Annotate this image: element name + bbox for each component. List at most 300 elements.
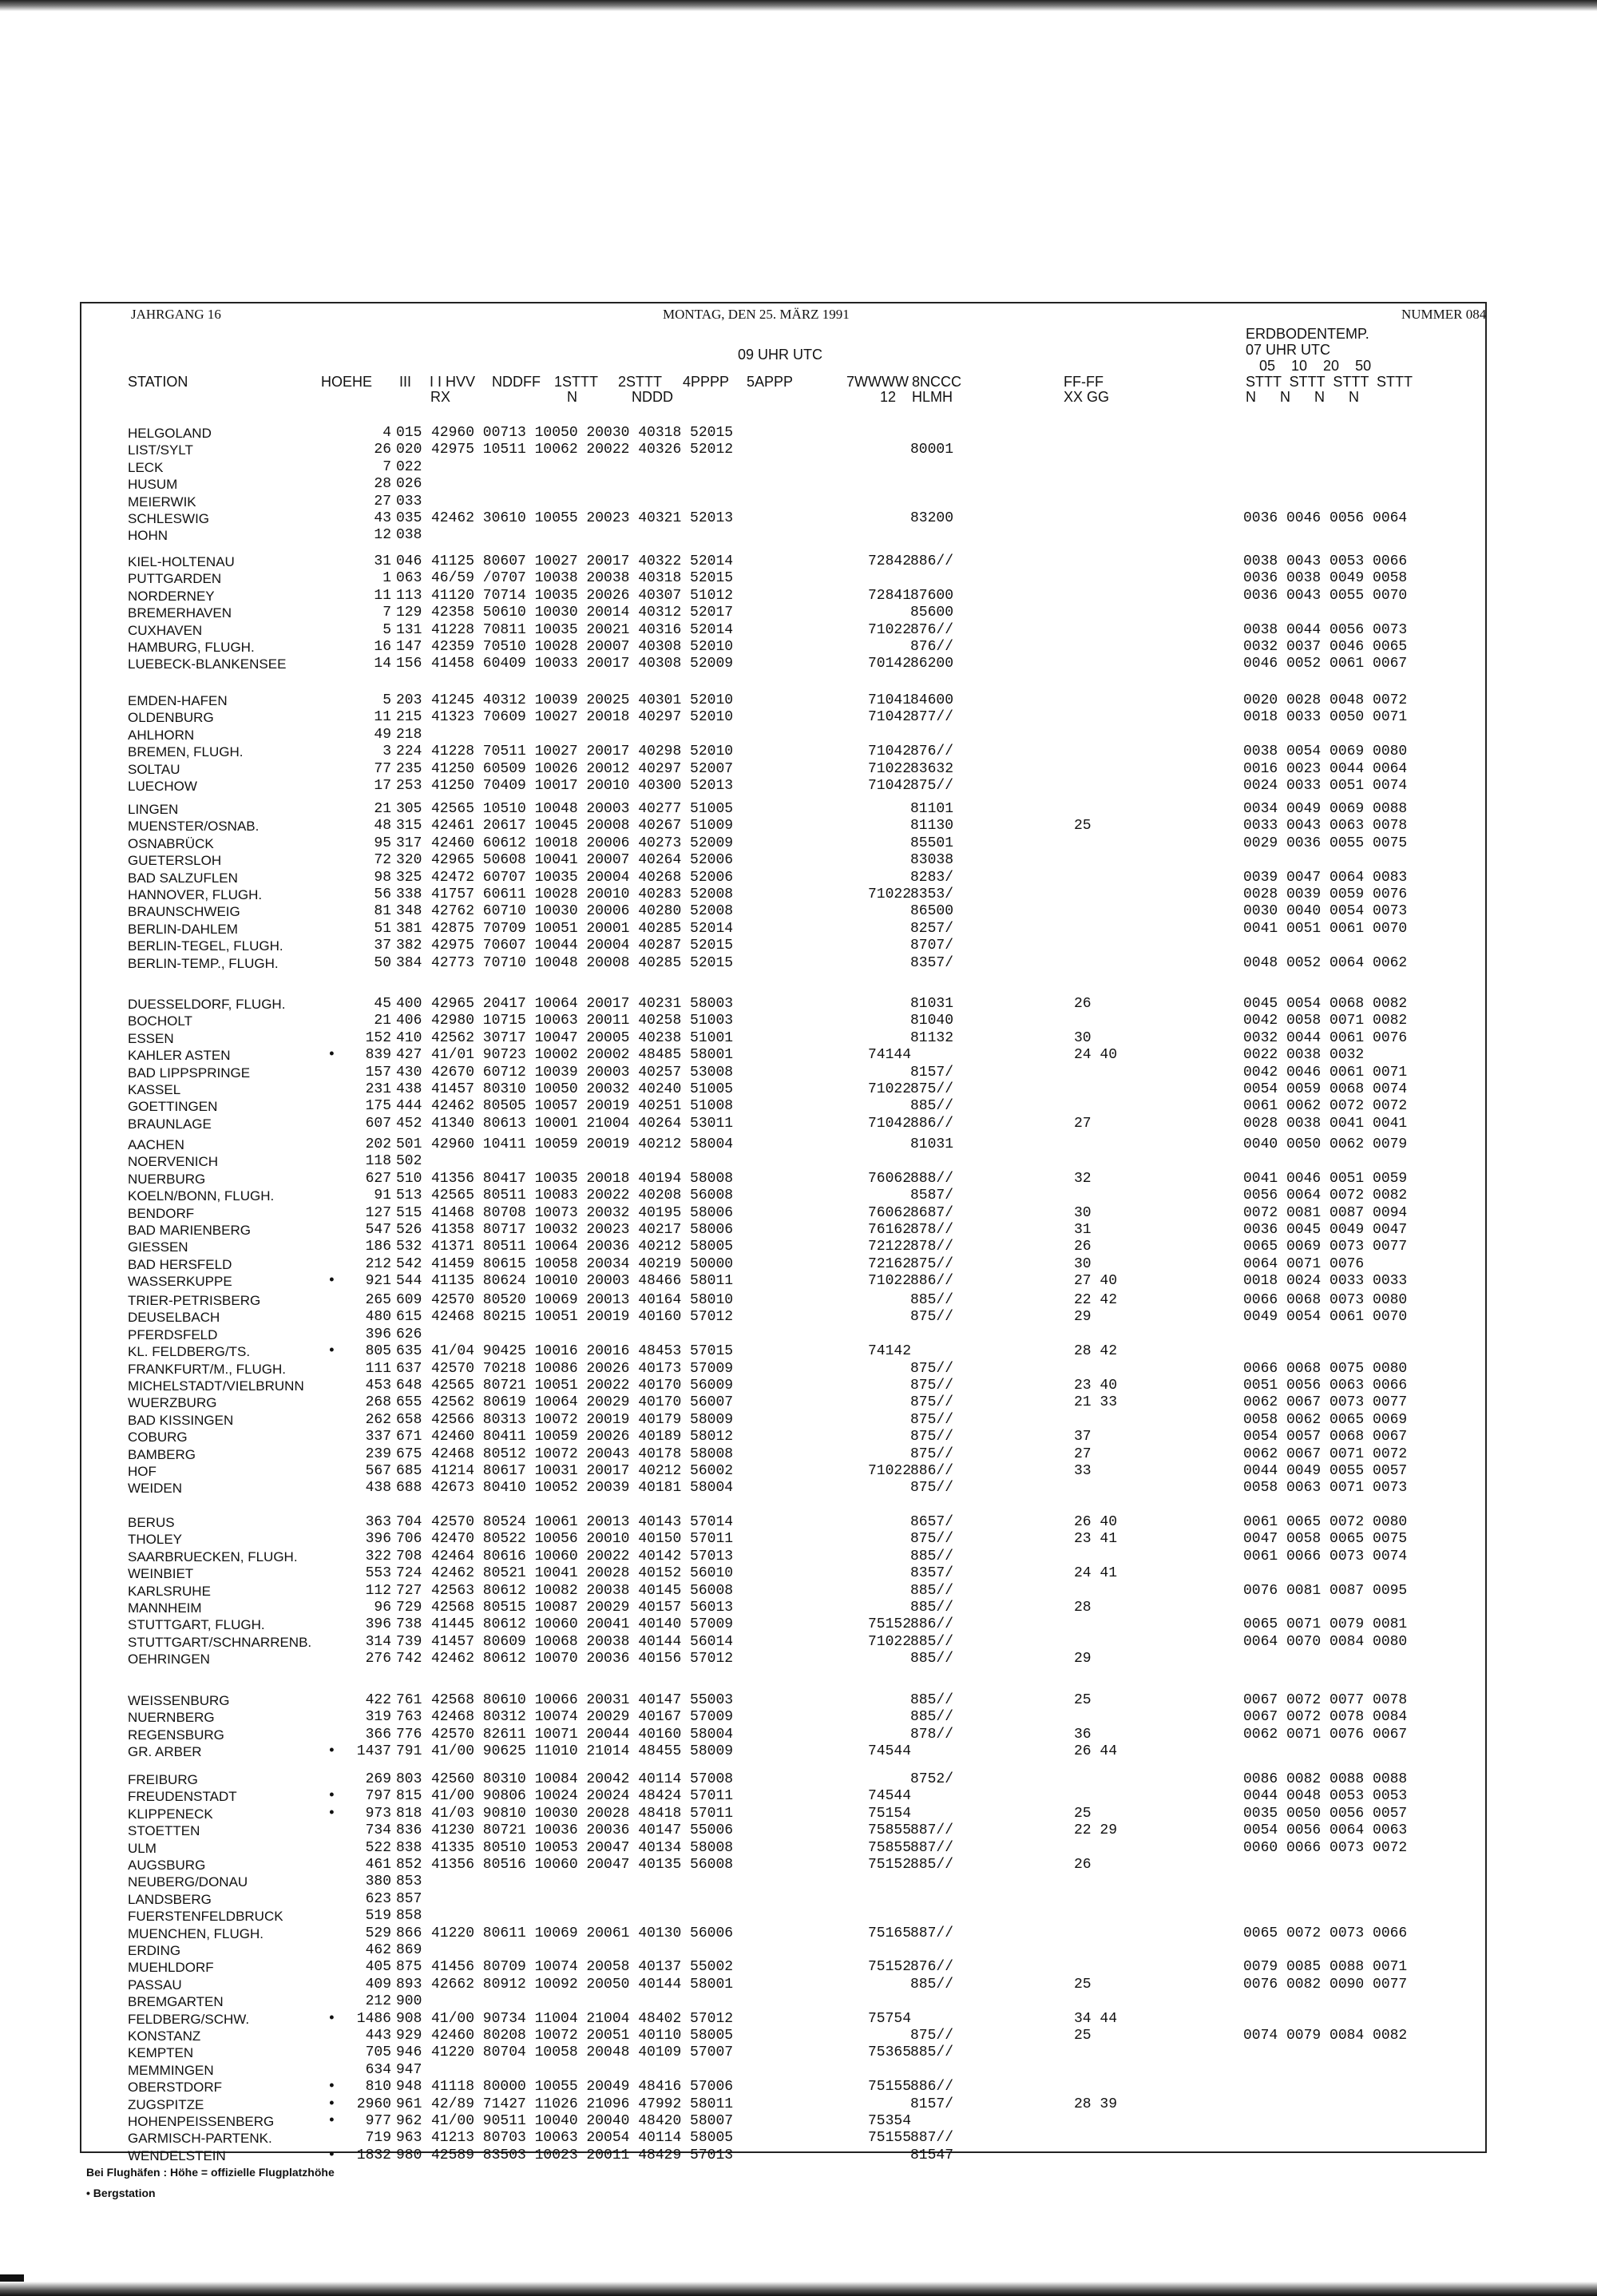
synop-groups: 42965 50608 10041 20007 40264 52006 (431, 852, 734, 869)
station-id: 615 (396, 1309, 422, 1326)
gust-group: 21 33 (1074, 1394, 1118, 1411)
cloud-group: 885// (910, 1633, 954, 1650)
station-name: BOCHOLT (128, 1013, 192, 1029)
station-height: 705 (365, 2044, 391, 2061)
soil-temperatures: 0054 0059 0068 0074 (1243, 1081, 1408, 1097)
station-height: 112 (365, 1582, 391, 1599)
mountain-station-marker: • (327, 1788, 336, 1805)
cloud-group: 8357/ (910, 954, 954, 971)
station-name: LINGEN (128, 802, 179, 817)
cloud-group: 83632 (910, 760, 954, 777)
soil-temperatures: 0065 0069 0073 0077 (1243, 1239, 1408, 1255)
station-height: 157 (365, 1064, 391, 1081)
station-height: 111 (365, 1360, 391, 1377)
synop-groups: 41118 80000 10055 20049 48416 57006 (431, 2079, 734, 2096)
cloud-group: 885// (910, 1098, 954, 1115)
cloud-group: 80001 (910, 442, 954, 458)
soil-temperatures: 0064 0071 0076 (1243, 1255, 1365, 1272)
synop-groups: 42462 80521 10041 20028 40152 56010 (431, 1565, 734, 1582)
gust-group: 28 42 (1074, 1343, 1118, 1360)
weather-group: 75155 (868, 2130, 912, 2147)
soil-temperatures: 0044 0049 0055 0057 (1243, 1463, 1408, 1479)
cloud-group: 885// (910, 1709, 954, 1726)
station-name: GIESSEN (128, 1239, 188, 1255)
station-name: MUENSTER/OSNAB. (128, 819, 260, 835)
cloud-group: 886// (910, 1273, 954, 1290)
weather-group: 76162 (868, 1222, 912, 1238)
station-name: OBERSTDORF (128, 2080, 223, 2096)
synop-groups: 41213 80703 10063 20054 40114 58005 (431, 2130, 734, 2147)
station-name: BRAUNSCHWEIG (128, 904, 240, 920)
weather-group: 75154 (868, 1805, 912, 1822)
station-height: 366 (365, 1726, 391, 1743)
station-id: 635 (396, 1343, 422, 1360)
station-height: 91 (374, 1188, 391, 1204)
soil-temperatures: 0062 0067 0073 0077 (1243, 1394, 1408, 1411)
station-id: 035 (396, 510, 422, 526)
station-height: 268 (365, 1394, 391, 1411)
volume-label: JAHRGANG 16 (131, 307, 221, 322)
cloud-group: 887// (910, 1925, 954, 1941)
col-ihvv: I I HVV (430, 374, 476, 390)
station-name: FUERSTENFELDBRUCK (128, 1909, 283, 1925)
synop-groups: 41456 80709 10074 20058 40137 55002 (431, 1959, 734, 1976)
station-height: 202 (365, 1136, 391, 1152)
cloud-group: 86500 (910, 903, 954, 920)
synop-groups: 41335 80510 10053 20047 40134 58008 (431, 1839, 734, 1856)
station-name: BAD LIPPSPRINGE (128, 1065, 251, 1081)
station-name: SAARBRUECKEN, FLUGH. (128, 1549, 298, 1564)
soil-temperatures: 0046 0052 0061 0067 (1243, 656, 1408, 672)
station-name: WEISSENBURG (128, 1693, 230, 1708)
synop-groups: 41250 70409 10017 20010 40300 52013 (431, 778, 734, 794)
synop-groups: 42470 80522 10056 20010 40150 57011 (431, 1531, 734, 1548)
station-id: 655 (396, 1394, 422, 1411)
station-height: 212 (365, 1993, 391, 2010)
weather-group: 74544 (868, 1788, 912, 1805)
station-id: 908 (396, 2010, 422, 2027)
mountain-station-marker: • (327, 2079, 336, 2096)
station-name: KL. FELDBERG/TS. (128, 1344, 251, 1360)
gust-group: 22 42 (1074, 1292, 1118, 1308)
station-name: FREIBURG (128, 1772, 198, 1787)
col-8nccc: 8NCCC (912, 374, 962, 390)
synop-groups: 41/03 90810 10030 20028 48418 57011 (431, 1805, 734, 1822)
soil-temperatures: 0024 0033 0051 0074 (1243, 778, 1408, 794)
col-12: 12 (880, 389, 897, 405)
synop-groups: 41468 80708 10073 20032 40195 58006 (431, 1204, 734, 1221)
station-id: 427 (396, 1047, 422, 1064)
station-id: 609 (396, 1292, 422, 1308)
issue-number: NUMMER 084 (1401, 307, 1487, 322)
station-id: 803 (396, 1771, 422, 1787)
station-name: WENDELSTEIN (128, 2147, 226, 2163)
synop-groups: 41220 80704 10058 20048 40109 57007 (431, 2044, 734, 2061)
station-id: 338 (396, 886, 422, 902)
station-id: 305 (396, 801, 422, 817)
station-id: 637 (396, 1360, 422, 1377)
station-name: FRANKFURT/M., FLUGH. (128, 1361, 287, 1377)
col-ff: FF-FF (1064, 374, 1104, 390)
synop-groups: 41250 60509 10026 20012 40297 52007 (431, 760, 734, 777)
station-id: 510 (396, 1170, 422, 1187)
cloud-group: 86200 (910, 656, 954, 672)
synop-groups: 41/04 90425 10016 20016 48453 57015 (431, 1343, 734, 1360)
station-height: 623 (365, 1890, 391, 1907)
station-name: FELDBERG/SCHW. (128, 2011, 250, 2027)
synop-groups: 42464 80616 10060 20022 40142 57013 (431, 1548, 734, 1564)
station-id: 015 (396, 425, 422, 441)
synop-groups: 42975 70607 10044 20004 40287 52015 (431, 938, 734, 954)
station-height: 21 (374, 1013, 391, 1029)
station-name: ESSEN (128, 1030, 174, 1046)
soil-temperatures: 0067 0072 0078 0084 (1243, 1709, 1408, 1726)
weather-group: 74544 (868, 1743, 912, 1760)
cloud-group: 875// (910, 1360, 954, 1377)
station-name: KAHLER ASTEN (128, 1048, 231, 1064)
station-name: OSNABRÜCK (128, 835, 214, 851)
station-height: 522 (365, 1839, 391, 1856)
station-id: 038 (396, 527, 422, 544)
synop-groups: 42358 50610 10030 20014 40312 52017 (431, 605, 734, 621)
station-id: 704 (396, 1514, 422, 1530)
station-id: 857 (396, 1890, 422, 1907)
station-height: 2960 (356, 2096, 391, 2112)
station-height: 634 (365, 2061, 391, 2078)
station-id: 381 (396, 920, 422, 937)
station-id: 729 (396, 1600, 422, 1616)
station-height: 409 (365, 1976, 391, 1993)
weather-group: 75354 (868, 2113, 912, 2129)
soil-temperatures: 0054 0056 0064 0063 (1243, 1822, 1408, 1839)
cloud-group: 875// (910, 1445, 954, 1462)
station-name: KEMPTEN (128, 2045, 194, 2061)
station-height: 337 (365, 1429, 391, 1445)
station-name: KLIPPENECK (128, 1806, 213, 1822)
station-height: 607 (365, 1115, 391, 1132)
station-name: LECK (128, 459, 164, 475)
synop-groups: 41457 80310 10050 20032 40240 51005 (431, 1081, 734, 1097)
station-height: 21 (374, 801, 391, 817)
station-height: 921 (365, 1273, 391, 1290)
gust-group: 26 (1074, 1857, 1092, 1873)
soil-temperatures: 0022 0038 0032 (1243, 1047, 1365, 1064)
station-id: 203 (396, 692, 422, 708)
station-height: 77 (374, 760, 391, 777)
soil-temperatures: 0040 0050 0062 0079 (1243, 1136, 1408, 1152)
soil-temperatures: 0035 0050 0056 0057 (1243, 1805, 1408, 1822)
gust-group: 24 41 (1074, 1565, 1118, 1582)
station-id: 929 (396, 2028, 422, 2044)
weather-group: 76062 (868, 1170, 912, 1187)
mountain-station-marker: • (327, 1343, 336, 1360)
station-height: 262 (365, 1411, 391, 1428)
cloud-group: 8283/ (910, 869, 954, 886)
col-1sttt: 1STTT (554, 374, 599, 390)
cloud-group: 81031 (910, 1136, 954, 1152)
station-name: BERLIN-TEMP., FLUGH. (128, 955, 279, 971)
gust-group: 27 (1074, 1115, 1092, 1132)
synop-groups: 41445 80612 10060 20041 40140 57009 (431, 1616, 734, 1633)
station-name: GARMISCH-PARTENK. (128, 2131, 272, 2147)
cloud-group: 875// (910, 1081, 954, 1097)
station-name: BREMEN, FLUGH. (128, 744, 244, 760)
synop-groups: 42468 80512 10072 20043 40178 58008 (431, 1445, 734, 1462)
station-height: 98 (374, 869, 391, 886)
gust-group: 31 (1074, 1222, 1092, 1238)
station-id: 382 (396, 938, 422, 954)
synop-groups: 42460 80208 10072 20051 40110 58005 (431, 2028, 734, 2044)
soil-temperatures: 0086 0082 0088 0088 (1243, 1771, 1408, 1787)
station-id: 410 (396, 1029, 422, 1046)
station-id: 852 (396, 1857, 422, 1873)
mountain-station-marker: • (327, 2147, 336, 2163)
station-id: 658 (396, 1411, 422, 1428)
station-height: 567 (365, 1463, 391, 1479)
station-id: 444 (396, 1098, 422, 1115)
gust-group: 25 (1074, 1976, 1092, 1993)
station-id: 688 (396, 1480, 422, 1497)
weather-group: 72842 (868, 553, 912, 569)
soil-temperatures: 0032 0037 0046 0065 (1243, 639, 1408, 655)
gust-group: 24 40 (1074, 1047, 1118, 1064)
synop-groups: 41/01 90723 10002 20002 48485 58001 (431, 1047, 734, 1064)
synop-groups: 42570 80524 10061 20013 40143 57014 (431, 1514, 734, 1530)
soil-temperatures: 0018 0024 0033 0033 (1243, 1273, 1408, 1290)
station-id: 742 (396, 1651, 422, 1667)
synop-groups: 42975 10511 10062 20022 40326 52012 (431, 442, 734, 458)
cloud-group: 886// (910, 1616, 954, 1633)
station-name: STUTTGART/SCHNARRENB. (128, 1634, 312, 1650)
station-name: DUESSELDORF, FLUGH. (128, 997, 286, 1012)
station-name: NUERNBERG (128, 1710, 215, 1726)
cloud-group: 885// (910, 1857, 954, 1873)
synop-groups: 42673 80410 10052 20039 40181 58004 (431, 1480, 734, 1497)
weather-group: 74144 (868, 1047, 912, 1064)
synop-groups: 41228 70511 10027 20017 40298 52010 (431, 744, 734, 760)
cloud-group: 8257/ (910, 920, 954, 937)
station-height: 719 (365, 2130, 391, 2147)
cloud-group: 887// (910, 2130, 954, 2147)
weather-group: 71042 (868, 744, 912, 760)
cloud-group: 876// (910, 1959, 954, 1976)
synop-groups: 42570 70218 10086 20026 40173 57009 (431, 1360, 734, 1377)
soil-temperatures: 0054 0057 0068 0067 (1243, 1429, 1408, 1445)
soil-temperatures: 0079 0085 0088 0071 (1243, 1959, 1408, 1976)
cloud-group: 8157/ (910, 2096, 954, 2112)
station-height: 186 (365, 1239, 391, 1255)
station-name: THOLEY (128, 1532, 183, 1548)
station-id: 348 (396, 903, 422, 920)
soil-temperatures: 0062 0071 0076 0067 (1243, 1726, 1408, 1743)
station-name: HOF (128, 1464, 157, 1479)
station-name: STOETTEN (128, 1823, 200, 1839)
cloud-group: 85600 (910, 605, 954, 621)
gust-group: 26 (1074, 996, 1092, 1012)
synop-groups: 42460 60612 10018 20006 40273 52009 (431, 835, 734, 851)
cloud-group: 85501 (910, 835, 954, 851)
station-height: 314 (365, 1633, 391, 1650)
station-height: 118 (365, 1153, 391, 1170)
station-height: 26 (374, 442, 391, 458)
station-height: 231 (365, 1081, 391, 1097)
station-name: LUECHOW (128, 779, 197, 794)
station-height: 5 (382, 621, 391, 638)
soil-temperatures: 0036 0038 0049 0058 (1243, 570, 1408, 587)
weather-group: 72162 (868, 1255, 912, 1272)
synop-groups: 42562 80619 10064 20029 40170 56007 (431, 1394, 734, 1411)
weather-group: 71022 (868, 1633, 912, 1650)
station-height: 17 (374, 778, 391, 794)
station-id: 836 (396, 1822, 422, 1839)
soil-temperatures: 0036 0043 0055 0070 (1243, 587, 1408, 604)
cloud-group: 8587/ (910, 1188, 954, 1204)
station-height: 212 (365, 1255, 391, 1272)
mountain-station-marker: • (327, 1805, 336, 1822)
weather-group: 75754 (868, 2010, 912, 2027)
mountain-station-marker: • (327, 2096, 336, 2112)
station-height: 95 (374, 835, 391, 851)
station-id: 948 (396, 2079, 422, 2096)
soil-temperatures: 0036 0045 0049 0047 (1243, 1222, 1408, 1238)
station-id: 022 (396, 458, 422, 475)
station-height: 461 (365, 1857, 391, 1873)
station-id: 513 (396, 1188, 422, 1204)
station-height: 438 (365, 1480, 391, 1497)
station-height: 152 (365, 1029, 391, 1046)
station-id: 325 (396, 869, 422, 886)
station-height: 422 (365, 1692, 391, 1708)
synop-groups: 42565 10510 10048 20003 40277 51005 (431, 801, 734, 817)
cloud-group: 876// (910, 639, 954, 655)
gust-group: 29 (1074, 1651, 1092, 1667)
station-id: 675 (396, 1445, 422, 1462)
synop-groups: 41228 70811 10035 20021 40316 52014 (431, 621, 734, 638)
station-height: 405 (365, 1959, 391, 1976)
station-id: 893 (396, 1976, 422, 1993)
station-id: 739 (396, 1633, 422, 1650)
synop-groups: 42462 80505 10057 20019 40251 51008 (431, 1098, 734, 1115)
cloud-group: 885// (910, 1600, 954, 1616)
station-height: 269 (365, 1771, 391, 1787)
station-id: 317 (396, 835, 422, 851)
station-height: 1486 (356, 2010, 391, 2027)
gust-group: 27 40 (1074, 1273, 1118, 1290)
station-id: 501 (396, 1136, 422, 1152)
station-id: 542 (396, 1255, 422, 1272)
weather-group: 72122 (868, 1239, 912, 1255)
station-id: 815 (396, 1788, 422, 1805)
station-height: 56 (374, 886, 391, 902)
station-height: 805 (365, 1343, 391, 1360)
station-height: 96 (374, 1600, 391, 1616)
station-name: LUEBECK-BLANKENSEE (128, 656, 287, 672)
synop-groups: 42468 80312 10074 20029 40167 57009 (431, 1709, 734, 1726)
station-name: SOLTAU (128, 761, 180, 777)
cloud-group: 8687/ (910, 1204, 954, 1221)
station-name: BERLIN-DAHLEM (128, 921, 238, 937)
soil-temperatures: 0074 0079 0084 0082 (1243, 2028, 1408, 2044)
station-id: 113 (396, 587, 422, 604)
weather-group: 71022 (868, 1273, 912, 1290)
col-5appp: 5APPP (747, 374, 794, 390)
station-id: 708 (396, 1548, 422, 1564)
soil-temperatures: 0016 0023 0044 0064 (1243, 760, 1408, 777)
station-name: MEMMINGEN (128, 2062, 214, 2078)
cloud-group: 8357/ (910, 1565, 954, 1582)
synop-groups: 42468 80215 10051 20019 40160 57012 (431, 1309, 734, 1326)
station-name: MUENCHEN, FLUGH. (128, 1925, 264, 1941)
station-height: 396 (365, 1326, 391, 1342)
synop-groups: 46/59 /0707 10038 20038 40318 52015 (431, 570, 734, 587)
station-name: WUERZBURG (128, 1395, 217, 1411)
cloud-group: 885// (910, 1292, 954, 1308)
station-height: 797 (365, 1788, 391, 1805)
cloud-group: 875// (910, 1309, 954, 1326)
cloud-group: 81130 (910, 818, 954, 835)
soil-temperatures: 0032 0044 0061 0076 (1243, 1029, 1408, 1046)
station-height: 72 (374, 852, 391, 869)
mountain-station-marker: • (327, 2010, 336, 2027)
station-height: 810 (365, 2079, 391, 2096)
station-name: WASSERKUPPE (128, 1274, 232, 1290)
station-name: BERUS (128, 1515, 175, 1530)
soil-temperatures: 0038 0043 0053 0066 (1243, 553, 1408, 569)
station-height: 1 (382, 570, 391, 587)
station-id: 727 (396, 1582, 422, 1599)
synop-groups: 42570 80520 10069 20013 40164 58010 (431, 1292, 734, 1308)
station-id: 838 (396, 1839, 422, 1856)
station-height: 443 (365, 2028, 391, 2044)
soil-temperatures: 0038 0054 0069 0080 (1243, 744, 1408, 760)
station-id: 853 (396, 1874, 422, 1890)
weather-group: 71022 (868, 1081, 912, 1097)
soil-depths: 05 10 20 50 (1259, 358, 1372, 374)
weather-group: 71042 (868, 1115, 912, 1132)
cloud-group: 885// (910, 1976, 954, 1993)
synop-groups: 41356 80516 10060 20047 40135 56008 (431, 1857, 734, 1873)
col-4pppp: 4PPPP (683, 374, 730, 390)
station-name: NOERVENICH (128, 1154, 219, 1170)
station-id: 532 (396, 1239, 422, 1255)
station-name: BRAUNLAGE (128, 1116, 212, 1132)
station-id: 738 (396, 1616, 422, 1633)
station-id: 900 (396, 1993, 422, 2010)
station-name: KIEL-HOLTENAU (128, 554, 235, 569)
synop-groups: 42965 20417 10064 20017 40231 58003 (431, 996, 734, 1012)
station-id: 438 (396, 1081, 422, 1097)
cloud-group: 885// (910, 1582, 954, 1599)
station-height: 5 (382, 692, 391, 708)
soil-temperatures: 0058 0063 0071 0073 (1243, 1480, 1408, 1497)
scan-edge-top (0, 0, 1597, 11)
station-name: BREMERHAVEN (128, 605, 232, 621)
station-name: OEHRINGEN (128, 1652, 210, 1667)
station-height: 480 (365, 1309, 391, 1326)
station-height: 453 (365, 1378, 391, 1394)
station-height: 3 (382, 744, 391, 760)
station-name: EMDEN-HAFEN (128, 693, 228, 708)
station-name: LANDSBERG (128, 1891, 212, 1907)
station-id: 430 (396, 1064, 422, 1081)
station-height: 27 (374, 493, 391, 510)
station-height: 547 (365, 1222, 391, 1238)
cloud-group: 887// (910, 1839, 954, 1856)
station-height: 12 (374, 527, 391, 544)
station-name: MUEHLDORF (128, 1960, 214, 1976)
weather-group: 71022 (868, 760, 912, 777)
station-id: 875 (396, 1959, 422, 1976)
